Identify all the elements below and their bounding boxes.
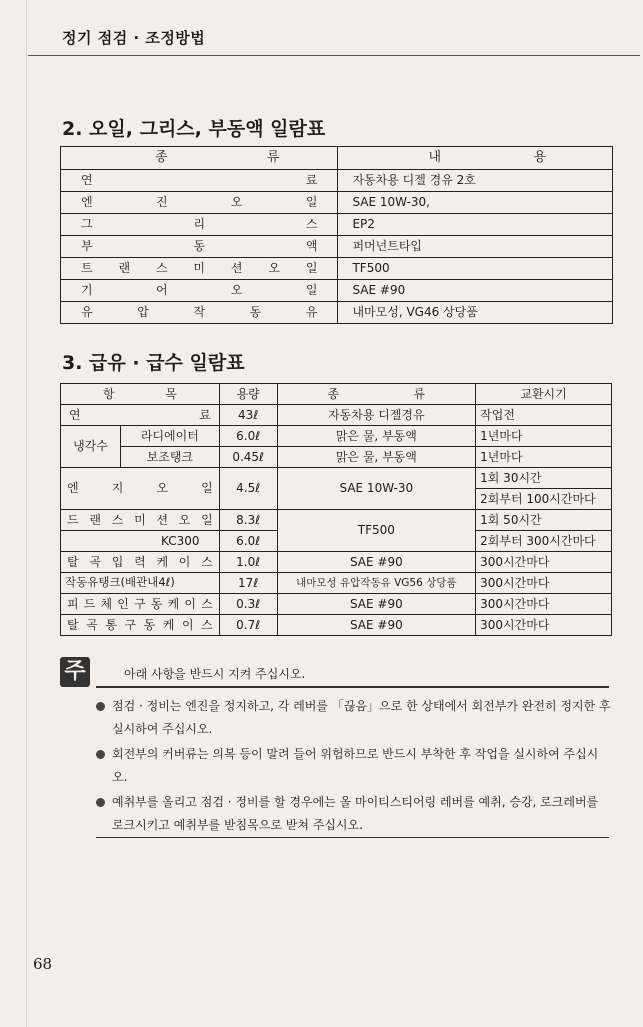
item-char: 통 xyxy=(105,617,117,632)
item-char: 오 xyxy=(268,261,280,276)
notice-heading: 아래 사항을 반드시 지켜 주십시오. xyxy=(124,667,306,681)
item-char: 랜 xyxy=(89,512,101,527)
interval: 작업전 xyxy=(476,405,612,426)
item-char: 기 xyxy=(81,283,93,298)
capacity: 0.7ℓ xyxy=(219,615,277,636)
item-char: 료 xyxy=(199,407,211,422)
head-char: 류 xyxy=(266,150,280,166)
item-char: 이 xyxy=(181,617,194,632)
fill-row xyxy=(61,615,612,636)
item-char: 체 xyxy=(100,596,113,611)
item-char: 이 xyxy=(178,554,191,569)
item-char: 일 xyxy=(305,261,318,276)
item-char: 케 xyxy=(156,554,169,569)
notice-rule xyxy=(96,686,609,688)
oil-type xyxy=(61,236,338,258)
fill-row xyxy=(61,573,612,594)
capacity: 1.0ℓ xyxy=(219,552,277,573)
fill-row xyxy=(61,594,612,615)
capacity: 6.0ℓ xyxy=(219,426,277,447)
item-char: 피 xyxy=(67,596,79,611)
fill-table-body xyxy=(61,552,612,636)
notice-rule xyxy=(96,837,609,838)
type: SAE #90 xyxy=(277,552,476,573)
item-char: 미 xyxy=(134,512,146,527)
header-rule xyxy=(28,55,640,56)
page-number: 68 xyxy=(33,955,53,973)
head-char: 류 xyxy=(413,386,426,401)
item-char: 일 xyxy=(305,283,318,298)
type: SAE #90 xyxy=(277,594,476,615)
oil-type xyxy=(61,258,338,280)
capacity: 4.5ℓ xyxy=(219,468,277,510)
item-char: 작 xyxy=(193,305,206,320)
item-char: 스 xyxy=(155,261,168,276)
interval: 300시간마다 xyxy=(476,552,612,573)
oil-value: 퍼머넌트타입 xyxy=(338,236,613,258)
row-transmission-1 xyxy=(61,510,612,531)
fill-table-header xyxy=(61,384,612,405)
fill-table xyxy=(60,383,612,636)
item-char: 트 xyxy=(81,261,93,276)
item-char: 유 xyxy=(81,305,93,320)
capacity: 0.3ℓ xyxy=(219,594,277,615)
item-char: 동 xyxy=(143,617,156,632)
head-char: 목 xyxy=(165,386,177,401)
oil-type xyxy=(61,302,338,324)
item-char: 션 xyxy=(230,261,243,276)
interval: 2회부터 100시간마다 xyxy=(476,489,612,510)
oil-type xyxy=(61,170,338,192)
item-char: 탈 xyxy=(67,554,79,569)
item-char: 탈 xyxy=(67,617,79,632)
item-char: 동 xyxy=(193,239,206,254)
oil-value: TF500 xyxy=(338,258,613,280)
item-char: 미 xyxy=(193,261,205,276)
item-char: 일 xyxy=(305,195,318,210)
item-name: 보조탱크 xyxy=(120,447,219,468)
item-char: 액 xyxy=(305,239,318,254)
item-char: 어 xyxy=(155,283,168,298)
coolant-label: 냉각수 xyxy=(61,426,121,468)
head-char: 종 xyxy=(327,386,340,401)
item-char: 압 xyxy=(137,305,149,320)
page-margin-line xyxy=(26,0,27,1027)
item-char: 력 xyxy=(134,554,146,569)
head-char: 내 xyxy=(428,150,442,166)
item-char: 케 xyxy=(162,617,175,632)
capacity: 43ℓ xyxy=(219,405,277,426)
oil-type xyxy=(61,214,338,236)
item-char: 동 xyxy=(249,305,262,320)
item-char: 진 xyxy=(155,195,168,210)
item-char: 지 xyxy=(111,481,124,496)
capacity: 8.3ℓ xyxy=(219,510,277,531)
item-char: 엔 xyxy=(81,195,93,210)
item-char: 일 xyxy=(201,481,213,496)
head-char: 용 xyxy=(533,150,546,166)
item-chars xyxy=(61,552,220,573)
capacity: 6.0ℓ xyxy=(219,531,277,552)
interval: 2회부터 300시간마다 xyxy=(476,531,612,552)
oil-row xyxy=(61,302,613,324)
item-char: 스 xyxy=(305,217,318,232)
oil-type xyxy=(61,192,338,214)
item-char: 오 xyxy=(230,195,243,210)
item-char: 스 xyxy=(201,617,213,632)
interval: 1회 50시간 xyxy=(476,510,612,531)
section2-title: 2. 오일, 그리스, 부동액 일람표 xyxy=(62,118,326,140)
item-char: 케 xyxy=(167,596,180,611)
head-char: 항 xyxy=(103,386,115,401)
oil-type xyxy=(61,280,338,302)
item-char: 일 xyxy=(201,512,213,527)
oil-row xyxy=(61,192,613,214)
item-char: 리 xyxy=(193,217,206,232)
oil-table-header xyxy=(61,147,613,170)
item-char: 오 xyxy=(178,512,191,527)
item-char: 연 xyxy=(69,407,81,422)
oil-value: SAE 10W-30, xyxy=(338,192,613,214)
interval: 1년마다 xyxy=(476,447,612,468)
item-chars: 작동유탱크(배관내4ℓ) xyxy=(61,573,220,594)
item-chars xyxy=(61,468,220,510)
oil-value: 자동차용 디젤 경유 2호 xyxy=(338,170,613,192)
notice-item: 회전부의 커버류는 의복 등이 말려 들어 위험하므로 반드시 부착한 후 작업을 실시하여 주십시오. xyxy=(92,743,612,789)
item-char: 스 xyxy=(201,596,213,611)
item-char: 곡 xyxy=(86,617,98,632)
notice-item: 점검 · 정비는 엔진을 정지하고, 각 레버를 「끊음」으로 한 상태에서 회전부가 완전히 정지한 후 실시하여 주십시오. xyxy=(92,695,612,741)
item-char: 구 xyxy=(124,617,137,632)
oil-value: SAE #90 xyxy=(338,280,613,302)
item-char: 스 xyxy=(201,554,213,569)
item-char: 션 xyxy=(156,512,169,527)
type: TF500 xyxy=(277,510,476,552)
item-char: 그 xyxy=(81,217,93,232)
fill-row xyxy=(61,552,612,573)
item-char: 드 xyxy=(83,596,96,611)
oil-row xyxy=(61,170,613,192)
head-char: 종 xyxy=(155,150,168,166)
item-char: 곡 xyxy=(89,554,101,569)
item-sub: KC300 xyxy=(61,531,220,552)
oil-table-body xyxy=(61,170,613,324)
item-chars xyxy=(61,615,220,636)
oil-value: EP2 xyxy=(338,214,613,236)
item-char: 입 xyxy=(111,554,124,569)
oil-row xyxy=(61,280,613,302)
item-char: 엔 xyxy=(67,481,79,496)
interval: 1회 30시간 xyxy=(476,468,612,489)
interval: 300시간마다 xyxy=(476,615,612,636)
section3-title: 3. 급유 · 급수 일람표 xyxy=(62,352,245,374)
type: SAE #90 xyxy=(277,615,476,636)
row-fuel xyxy=(61,405,612,426)
capacity: 17ℓ xyxy=(219,573,277,594)
item-char: 구 xyxy=(134,596,146,611)
page-header: 정기 점검 · 조정방법 xyxy=(62,29,206,47)
type: 맑은 물, 부동액 xyxy=(277,447,476,468)
type: SAE 10W-30 xyxy=(277,468,476,510)
item-char: 랜 xyxy=(118,261,131,276)
item-char: 드 xyxy=(67,512,79,527)
row-coolant-radiator xyxy=(61,426,612,447)
item-char: 스 xyxy=(111,512,124,527)
caution-icon: 주 xyxy=(60,657,90,687)
item-char: 동 xyxy=(150,596,163,611)
item-char: 이 xyxy=(184,596,196,611)
interval: 1년마다 xyxy=(476,426,612,447)
notice-item: 예취부를 올리고 점검 · 정비를 할 경우에는 올 마이티스티어링 레버를 예취, 승강, 로크레버를 로크시키고 예취부를 받침목으로 받쳐 주십시오. xyxy=(92,791,612,837)
oil-row xyxy=(61,258,613,280)
interval: 300시간마다 xyxy=(476,573,612,594)
capacity: 0.45ℓ xyxy=(219,447,277,468)
oil-value: 내마모성, VG46 상당품 xyxy=(338,302,613,324)
item-char: 료 xyxy=(305,173,318,188)
head-capacity: 용량 xyxy=(219,384,277,405)
row-coolant-reserve xyxy=(61,447,612,468)
item-char: 오 xyxy=(156,481,169,496)
item-char: 오 xyxy=(230,283,243,298)
notice-list xyxy=(92,695,612,839)
head-interval: 교환시기 xyxy=(476,384,612,405)
row-engine-oil-1 xyxy=(61,468,612,489)
item-chars xyxy=(61,510,220,531)
oil-row xyxy=(61,236,613,258)
item-char: 연 xyxy=(81,173,93,188)
oil-table xyxy=(60,146,613,324)
interval: 300시간마다 xyxy=(476,594,612,615)
type: 내마모성 유압작동유 VG56 상당품 xyxy=(277,573,476,594)
item-char: 부 xyxy=(81,239,93,254)
item-name: 라디에이터 xyxy=(120,426,219,447)
item-chars xyxy=(61,594,220,615)
type: 자동차용 디젤경유 xyxy=(277,405,476,426)
oil-row xyxy=(61,214,613,236)
item-char: 인 xyxy=(117,596,129,611)
item-char: 유 xyxy=(305,305,318,320)
type: 맑은 물, 부동액 xyxy=(277,426,476,447)
